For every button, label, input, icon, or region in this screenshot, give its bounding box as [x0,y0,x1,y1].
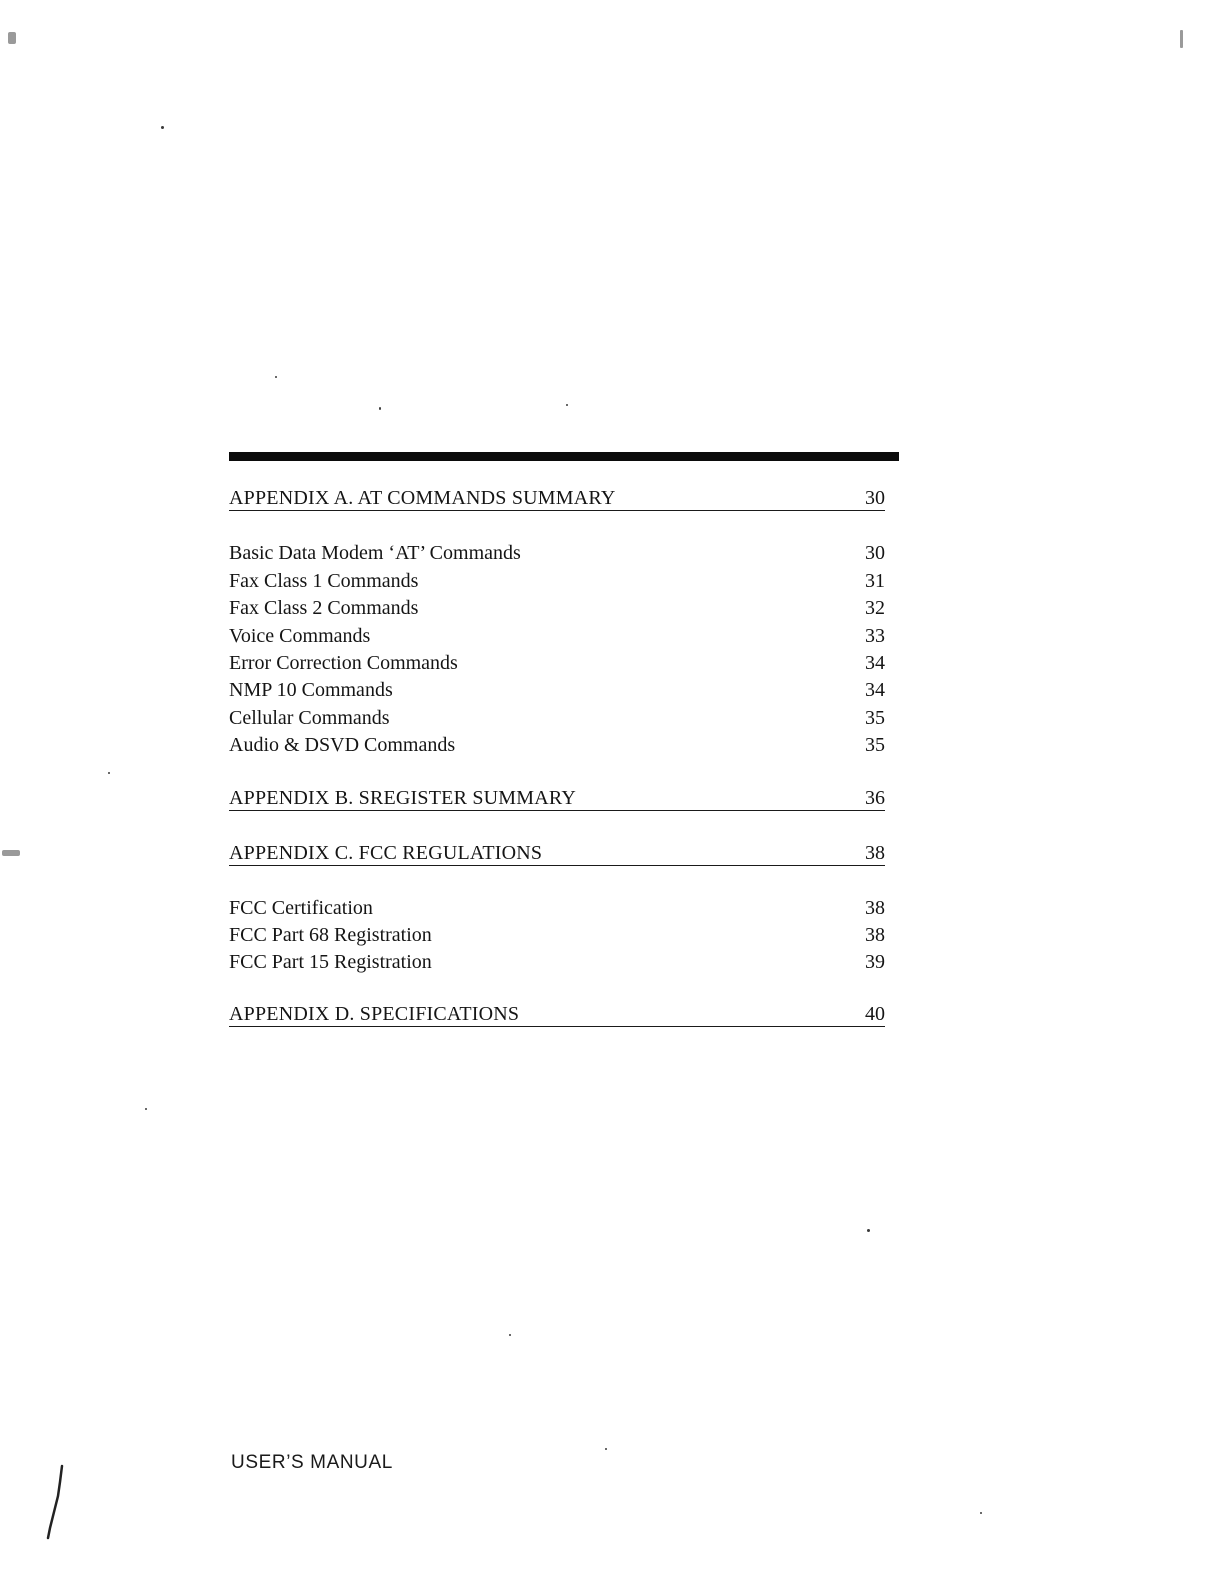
appendix-title: APPENDIX B. SREGISTER SUMMARY [229,787,576,809]
appendix-page-number: 30 [865,487,885,509]
scan-speck [980,1512,982,1514]
running-footer: USER’S MANUAL [231,1452,393,1473]
scan-speck [108,772,110,774]
scan-mark [8,32,16,44]
entry-page-number: 31 [865,570,885,592]
toc-appendix-a[interactable] [229,486,885,511]
entry-page-number: 35 [865,707,885,729]
entry-page-number: 38 [865,924,885,946]
entry-label: Audio & DSVD Commands [229,734,456,756]
scan-speck [145,1108,147,1110]
entry-page-number: 30 [865,542,885,564]
entry-page-number: 33 [865,625,885,647]
entry-page-number: 34 [865,652,885,674]
toc-appendix-c[interactable] [229,841,885,866]
entry-page-number: 38 [865,897,885,919]
appendix-title: APPENDIX D. SPECIFICATIONS [229,1003,520,1025]
entry-label: FCC Certification [229,897,373,919]
entry-page-number: 39 [865,951,885,973]
entry-page-number: 34 [865,679,885,701]
scan-speck [605,1448,607,1450]
scan-speck [566,404,568,406]
scan-mark [2,850,20,856]
entry-label: Cellular Commands [229,707,390,729]
toc-appendix-d[interactable] [229,1002,885,1027]
scan-speck [161,126,164,129]
appendix-page-number: 40 [865,1003,885,1025]
toc-appendix-b[interactable] [229,786,885,811]
entry-label: FCC Part 15 Registration [229,951,432,973]
entry-label: Voice Commands [229,625,371,647]
appendix-page-number: 38 [865,842,885,864]
scan-speck [275,376,277,378]
entry-label: Fax Class 1 Commands [229,570,419,592]
header-rule [229,452,899,461]
entry-label: FCC Part 68 Registration [229,924,432,946]
appendix-title: APPENDIX A. AT COMMANDS SUMMARY [229,487,616,509]
scan-speck [867,1229,870,1232]
entry-page-number: 32 [865,597,885,619]
entry-label: Fax Class 2 Commands [229,597,419,619]
entry-label: Basic Data Modem ‘AT’ Commands [229,542,521,564]
scan-speck [379,407,381,410]
entry-label: Error Correction Commands [229,652,458,674]
appendix-page-number: 36 [865,787,885,809]
appendix-title: APPENDIX C. FCC REGULATIONS [229,842,543,864]
entry-page-number: 35 [865,734,885,756]
scan-speck [509,1334,511,1336]
entry-label: NMP 10 Commands [229,679,393,701]
margin-pen-mark [40,1462,80,1542]
scan-mark [1180,30,1183,48]
